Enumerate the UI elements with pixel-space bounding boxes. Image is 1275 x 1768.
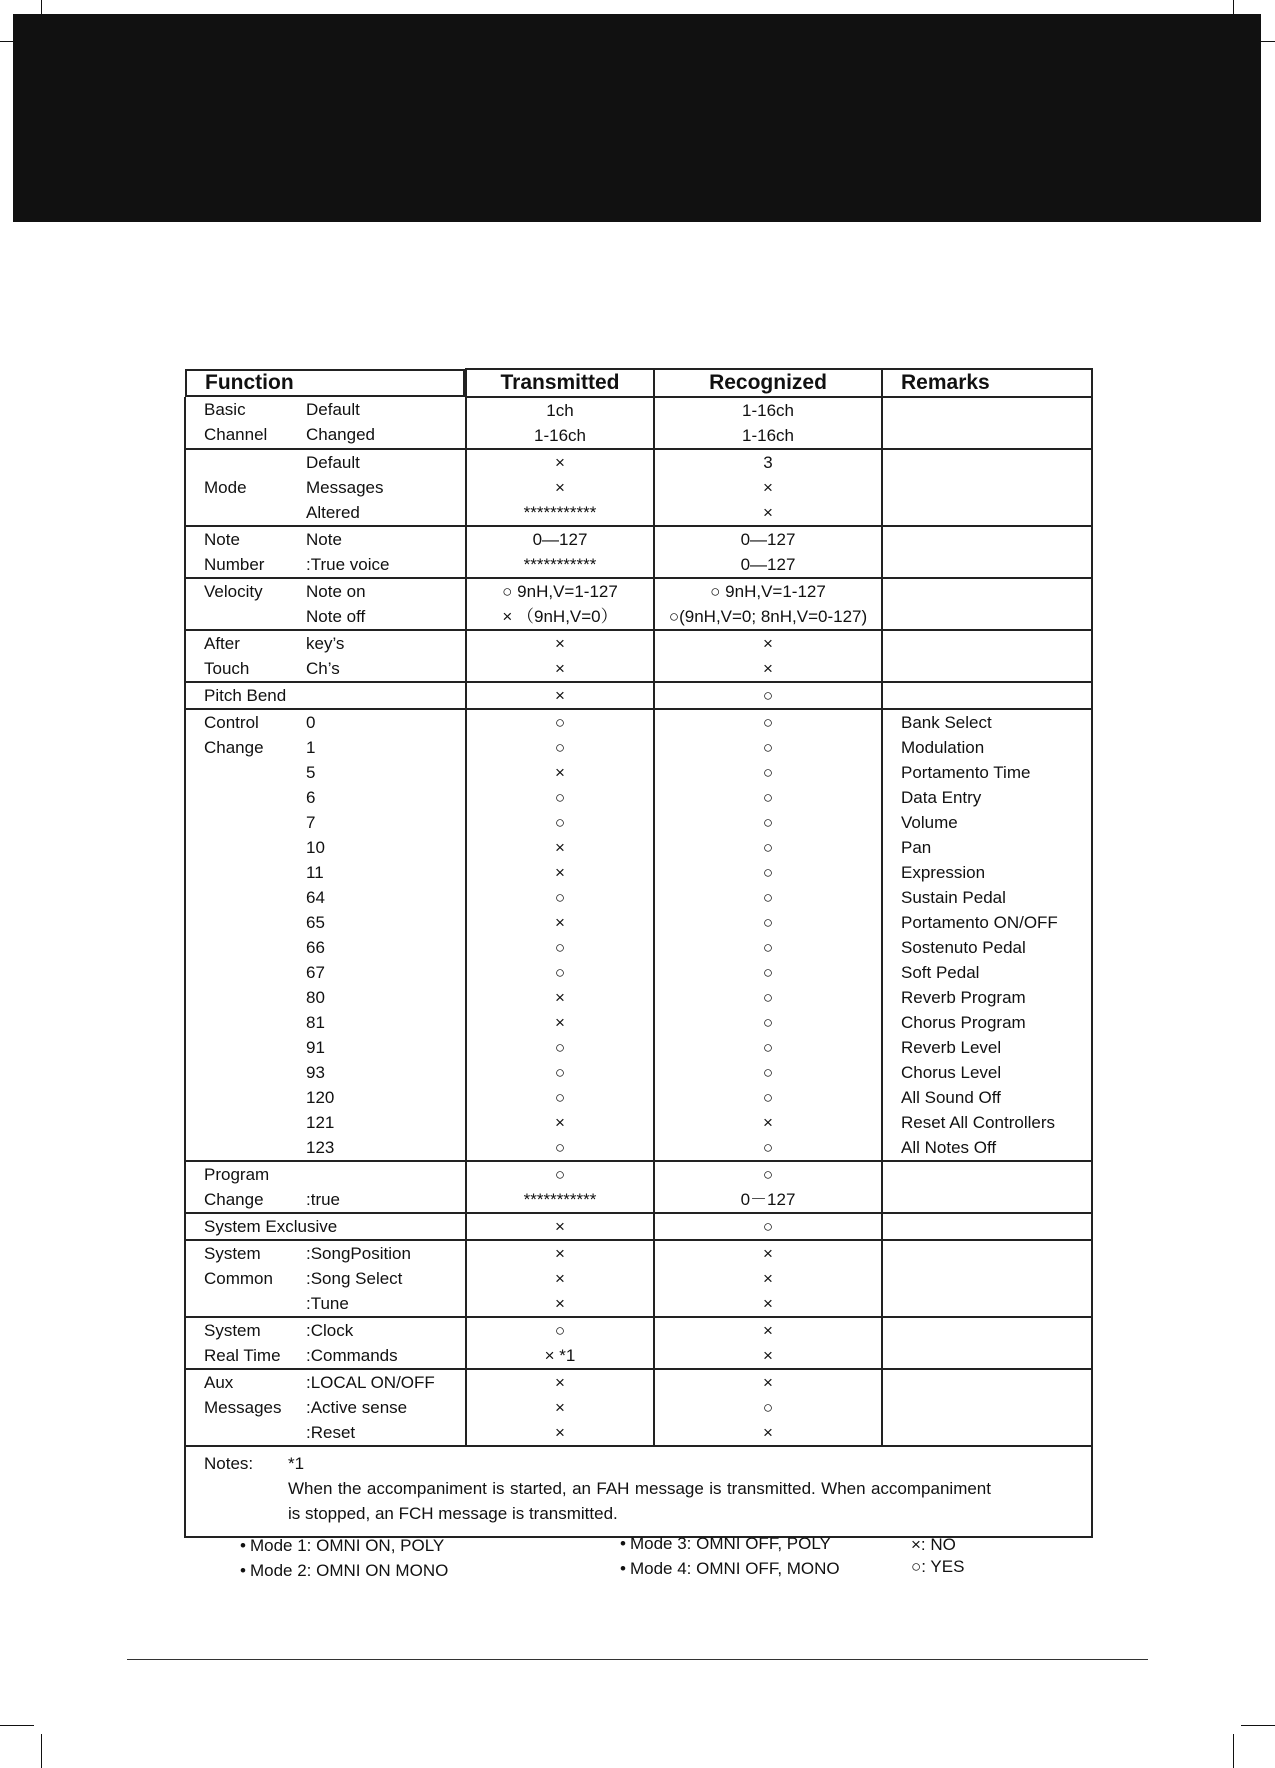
function-sub: 67 <box>306 963 325 982</box>
cell-rx <box>654 578 882 630</box>
remark-text <box>901 450 1091 475</box>
cell-rem <box>882 630 1092 682</box>
legend-mode-2: • Mode 2: OMNI ON MONO <box>240 1558 448 1583</box>
recognized-value: 1-16ch <box>742 426 794 445</box>
recognized-value: ○ <box>762 713 774 732</box>
cell-func <box>185 526 466 578</box>
recognized-value: ○ <box>762 1165 774 1184</box>
function-name <box>204 810 306 835</box>
function-name: Mode <box>204 478 247 497</box>
remark-text: Chorus Level <box>901 1063 1002 1082</box>
legend-modes-left <box>240 1533 448 1583</box>
transmitted-value: × <box>555 453 565 472</box>
transmitted-value: 0—127 <box>532 530 588 549</box>
recognized-value: ○(9nH,V=0; 8nH,V=0-127) <box>668 607 868 626</box>
transmitted-value: × <box>555 659 565 678</box>
cell-rem <box>882 397 1092 449</box>
recognized-value: 3 <box>763 453 773 472</box>
remark-text <box>901 398 1091 423</box>
cell-func <box>185 449 466 526</box>
cell-func <box>185 630 466 682</box>
header-band <box>13 14 1261 222</box>
cell-rem <box>882 578 1092 630</box>
remark-text <box>901 1291 1091 1316</box>
remark-text: Portamento ON/OFF <box>901 913 1058 932</box>
cell-rem <box>882 709 1092 1161</box>
cell-func <box>185 682 466 709</box>
recognized-value: × <box>763 1113 773 1132</box>
group-note-number <box>185 526 1092 578</box>
function-sub: :Tune <box>306 1294 349 1313</box>
function-sub: :LOCAL ON/OFF <box>306 1373 435 1392</box>
cell-rem <box>882 1161 1092 1213</box>
cell-func <box>185 1213 466 1240</box>
legend-mode-3: • Mode 3: OMNI OFF, POLY <box>620 1531 840 1556</box>
header-row <box>185 369 1092 397</box>
function-sub: :true <box>306 1190 341 1209</box>
function-sub: 5 <box>306 763 316 782</box>
recognized-value: 0－127 <box>740 1190 796 1209</box>
function-sub: 0 <box>306 713 316 732</box>
cell-rx <box>654 1240 882 1317</box>
function-sub: :Active sense <box>306 1398 408 1417</box>
transmitted-value: ○ <box>554 1321 566 1340</box>
remark-text: Chorus Program <box>901 1013 1026 1032</box>
legend-mode-4: • Mode 4: OMNI OFF, MONO <box>620 1556 840 1581</box>
remark-text <box>901 552 1091 577</box>
remark-text: Sostenuto Pedal <box>901 938 1026 957</box>
remark-text <box>901 527 1091 552</box>
function-name: After <box>204 634 240 653</box>
transmitted-value: ○ <box>554 938 566 957</box>
remark-text <box>901 1266 1091 1291</box>
cell-func <box>185 1240 466 1317</box>
cell-rx <box>654 1369 882 1446</box>
transmitted-value: × *1 <box>544 1346 576 1365</box>
remark-text <box>901 656 1091 681</box>
recognized-value: 0—127 <box>740 530 796 549</box>
cell-tx <box>466 1317 654 1369</box>
function-sub: Default <box>306 400 360 419</box>
function-name <box>204 985 306 1010</box>
cell-rx <box>654 449 882 526</box>
function-sub: 91 <box>306 1038 325 1057</box>
function-name <box>204 1035 306 1060</box>
recognized-value: × <box>763 503 773 522</box>
cell-tx <box>466 578 654 630</box>
function-sub: 10 <box>306 838 325 857</box>
cell-rem <box>882 526 1092 578</box>
recognized-value: × <box>763 634 773 653</box>
transmitted-value: ○ <box>554 1038 566 1057</box>
recognized-value: ○ <box>762 1013 774 1032</box>
remark-text <box>901 1162 1091 1187</box>
transmitted-value: ○ <box>554 1138 566 1157</box>
recognized-value: × <box>763 1321 773 1340</box>
function-name: Touch <box>204 659 250 678</box>
cell-rx <box>654 682 882 709</box>
remark-text: Reverb Program <box>901 988 1026 1007</box>
function-name: Program <box>204 1165 270 1184</box>
function-sub: :Clock <box>306 1321 354 1340</box>
function-sub: 93 <box>306 1063 325 1082</box>
function-name: Common <box>204 1269 273 1288</box>
recognized-value: × <box>763 478 773 497</box>
transmitted-value: ○ <box>554 1063 566 1082</box>
legend-symbols <box>911 1534 964 1578</box>
recognized-value: ○ <box>762 1038 774 1057</box>
group-pitch-bend <box>185 682 1092 709</box>
cell-tx <box>466 526 654 578</box>
remark-text <box>901 683 1091 708</box>
function-sub: :SongPosition <box>306 1244 411 1263</box>
recognized-value: ○ <box>762 1088 774 1107</box>
cell-func <box>185 1369 466 1446</box>
recognized-value: ○ <box>762 913 774 932</box>
function-sub: 80 <box>306 988 325 1007</box>
cell-rx <box>654 1213 882 1240</box>
cell-tx <box>466 1240 654 1317</box>
transmitted-value: × <box>555 1013 565 1032</box>
legend-modes-right <box>620 1531 840 1581</box>
function-sub: Altered <box>306 503 360 522</box>
function-name: Messages <box>204 1398 282 1417</box>
legend-yes: ○: YES <box>911 1557 965 1576</box>
recognized-value: 1-16ch <box>742 401 794 420</box>
remark-text <box>901 423 1091 448</box>
remark-text <box>901 1395 1091 1420</box>
recognized-value: ○ <box>762 763 774 782</box>
transmitted-value: × <box>555 838 565 857</box>
cell-func <box>185 397 466 449</box>
transmitted-value: ○ <box>554 1088 566 1107</box>
remark-text <box>901 1318 1091 1343</box>
transmitted-value: *********** <box>523 1190 597 1209</box>
cell-rem <box>882 1317 1092 1369</box>
function-name <box>204 1291 306 1316</box>
remark-text <box>901 1420 1091 1445</box>
cell-tx <box>466 397 654 449</box>
function-name <box>204 910 306 935</box>
transmitted-value: ○ <box>554 788 566 807</box>
header-remarks: Remarks <box>882 369 1092 397</box>
recognized-value: × <box>763 659 773 678</box>
remark-text: Modulation <box>901 738 985 757</box>
transmitted-value: 1-16ch <box>534 426 586 445</box>
transmitted-value: × （9nH,V=0） <box>502 607 618 626</box>
cell-tx <box>466 449 654 526</box>
transmitted-value: × <box>555 1423 565 1442</box>
recognized-value: ○ <box>762 1217 774 1236</box>
function-sub: key’s <box>306 634 345 653</box>
transmitted-value: × <box>555 1398 565 1417</box>
crop-mark <box>0 1725 34 1726</box>
function-name: Change <box>204 1190 264 1209</box>
transmitted-value: × <box>555 1217 565 1236</box>
notes-cell <box>185 1446 1092 1537</box>
cell-rx <box>654 1161 882 1213</box>
recognized-value: ○ <box>762 988 774 1007</box>
recognized-value: ○ <box>762 788 774 807</box>
function-sub: :Song Select <box>306 1269 403 1288</box>
cell-rx <box>654 1317 882 1369</box>
function-name <box>204 860 306 885</box>
function-name <box>204 785 306 810</box>
cell-func <box>185 578 466 630</box>
transmitted-value: ○ <box>554 888 566 907</box>
remark-text: Sustain Pedal <box>901 888 1006 907</box>
recognized-value: × <box>763 1423 773 1442</box>
cell-rem <box>882 1369 1092 1446</box>
group-system-exclusive <box>185 1213 1092 1240</box>
cell-func <box>185 709 466 1161</box>
function-name <box>204 1420 306 1445</box>
group-basic-channel <box>185 397 1092 449</box>
function-name <box>204 1135 306 1160</box>
function-name: System <box>204 1244 261 1263</box>
header-function: Function <box>185 369 465 397</box>
function-sub: :Reset <box>306 1423 356 1442</box>
group-aux-messages <box>185 1369 1092 1446</box>
transmitted-value: × <box>555 863 565 882</box>
function-sub: 66 <box>306 938 325 957</box>
transmitted-value: ○ 9nH,V=1-127 <box>502 582 618 601</box>
cell-rem <box>882 1213 1092 1240</box>
transmitted-value: ○ <box>554 713 566 732</box>
function-sub: Note off <box>306 607 366 626</box>
remark-text <box>901 1370 1091 1395</box>
recognized-value: ○ <box>762 938 774 957</box>
notes-label: Notes: <box>204 1454 254 1473</box>
function-sub: 123 <box>306 1138 335 1157</box>
function-name: Basic <box>204 400 246 419</box>
function-sub: 6 <box>306 788 316 807</box>
group-mode <box>185 449 1092 526</box>
remark-text: Expression <box>901 863 986 882</box>
function-sub: Note <box>306 530 342 549</box>
footer-rule <box>127 1659 1148 1660</box>
recognized-value: × <box>763 1269 773 1288</box>
function-name: Control <box>204 713 259 732</box>
transmitted-value: × <box>555 1294 565 1313</box>
cell-rem <box>882 1240 1092 1317</box>
legend-mode-1: • Mode 1: OMNI ON, POLY <box>240 1533 448 1558</box>
function-name <box>204 835 306 860</box>
transmitted-value: × <box>555 1244 565 1263</box>
recognized-value: ○ <box>762 963 774 982</box>
recognized-value: ○ <box>762 888 774 907</box>
midi-implementation-chart <box>184 368 1093 1538</box>
function-sub <box>337 1214 465 1239</box>
transmitted-value: *********** <box>523 503 597 522</box>
function-name <box>204 500 306 525</box>
transmitted-value: × <box>555 634 565 653</box>
recognized-value: ○ <box>762 1138 774 1157</box>
function-sub: 11 <box>306 863 324 882</box>
function-name <box>204 1060 306 1085</box>
function-sub: Changed <box>306 425 376 444</box>
remark-text <box>901 500 1091 525</box>
cell-func <box>185 1317 466 1369</box>
remark-text: Bank Select <box>901 713 992 732</box>
cell-rem <box>882 682 1092 709</box>
function-name: System Exclusive <box>204 1217 338 1236</box>
recognized-value: ○ <box>762 1398 774 1417</box>
remark-text: Reset All Controllers <box>901 1113 1056 1132</box>
transmitted-value: 1ch <box>546 401 574 420</box>
notes-ref: *1 <box>288 1454 305 1473</box>
transmitted-value: ○ <box>554 1165 566 1184</box>
group-control-change <box>185 709 1092 1161</box>
function-name: System <box>204 1321 261 1340</box>
transmitted-value: ○ <box>554 963 566 982</box>
crop-mark <box>1233 1734 1234 1768</box>
function-sub: Ch’s <box>306 659 340 678</box>
function-name: Velocity <box>204 582 263 601</box>
recognized-value: ○ <box>762 838 774 857</box>
remark-text <box>901 475 1091 500</box>
cell-rx <box>654 709 882 1161</box>
cell-tx <box>466 682 654 709</box>
notes-row <box>185 1446 1092 1537</box>
transmitted-value: × <box>555 686 565 705</box>
cell-rx <box>654 630 882 682</box>
function-name: Note <box>204 530 240 549</box>
function-name: Pitch Bend <box>204 686 287 705</box>
function-name <box>204 450 306 475</box>
function-name <box>204 960 306 985</box>
function-sub: 1 <box>306 738 316 757</box>
transmitted-value: × <box>555 1113 565 1132</box>
transmitted-value: × <box>555 763 565 782</box>
remark-text <box>901 579 1091 604</box>
group-system-common <box>185 1240 1092 1317</box>
transmitted-value: ○ <box>554 738 566 757</box>
cell-rx <box>654 526 882 578</box>
remark-text: Reverb Level <box>901 1038 1002 1057</box>
recognized-value: ○ <box>762 686 774 705</box>
function-name <box>204 760 306 785</box>
function-name <box>204 885 306 910</box>
remark-text: Volume <box>901 813 958 832</box>
remark-text <box>901 1187 1091 1212</box>
cell-tx <box>466 1161 654 1213</box>
function-sub: Default <box>306 453 360 472</box>
cell-tx <box>466 630 654 682</box>
function-name <box>204 604 306 629</box>
group-after-touch <box>185 630 1092 682</box>
function-sub: :Commands <box>306 1346 398 1365</box>
remark-text <box>901 1343 1091 1368</box>
remark-text <box>901 1241 1091 1266</box>
remark-text: All Sound Off <box>901 1088 1001 1107</box>
recognized-value: ○ <box>762 863 774 882</box>
group-system-real-time <box>185 1317 1092 1369</box>
recognized-value: × <box>763 1373 773 1392</box>
recognized-value: ○ <box>762 738 774 757</box>
recognized-value: ○ <box>762 813 774 832</box>
header-transmitted: Transmitted <box>466 369 654 397</box>
function-sub <box>306 1162 465 1187</box>
group-program-change <box>185 1161 1092 1213</box>
remark-text: Data Entry <box>901 788 982 807</box>
transmitted-value: × <box>555 478 565 497</box>
header-recognized: Recognized <box>654 369 882 397</box>
transmitted-value: × <box>555 1269 565 1288</box>
remark-text: Portamento Time <box>901 763 1031 782</box>
cell-func <box>185 1161 466 1213</box>
function-name <box>204 935 306 960</box>
transmitted-value: × <box>555 1373 565 1392</box>
remark-text <box>901 604 1091 629</box>
function-name: Channel <box>204 425 268 444</box>
function-name <box>204 1110 306 1135</box>
cell-tx <box>466 1369 654 1446</box>
remark-text: Pan <box>901 838 932 857</box>
transmitted-value: × <box>555 988 565 1007</box>
function-name <box>204 1010 306 1035</box>
function-sub: 64 <box>306 888 325 907</box>
recognized-value: × <box>763 1346 773 1365</box>
cell-tx <box>466 1213 654 1240</box>
function-sub: :True voice <box>306 555 390 574</box>
function-sub: Note on <box>306 582 366 601</box>
recognized-value: 0—127 <box>740 555 796 574</box>
recognized-value: ○ 9nH,V=1-127 <box>710 582 826 601</box>
cell-tx <box>466 709 654 1161</box>
group-velocity <box>185 578 1092 630</box>
remark-text: All Notes Off <box>901 1138 997 1157</box>
legend-no: ×: NO <box>911 1535 956 1554</box>
function-name: Change <box>204 738 264 757</box>
recognized-value: × <box>763 1294 773 1313</box>
transmitted-value: *********** <box>523 555 597 574</box>
function-name <box>204 1085 306 1110</box>
function-sub: Messages <box>306 478 384 497</box>
crop-mark <box>1241 1725 1275 1726</box>
function-sub: 65 <box>306 913 325 932</box>
crop-mark <box>41 1734 42 1768</box>
function-name: Aux <box>204 1373 234 1392</box>
transmitted-value: × <box>555 913 565 932</box>
recognized-value: × <box>763 1244 773 1263</box>
function-sub <box>306 683 465 708</box>
notes-text: When the accompaniment is started, an FAH message is transmitted. When accompaniment is stopped, an FCH message is transmitted. <box>288 1479 991 1523</box>
function-name: Number <box>204 555 265 574</box>
function-sub: 7 <box>306 813 316 832</box>
recognized-value: ○ <box>762 1063 774 1082</box>
function-name: Real Time <box>204 1346 281 1365</box>
cell-rem <box>882 449 1092 526</box>
function-sub: 81 <box>306 1013 325 1032</box>
remark-text: Soft Pedal <box>901 963 980 982</box>
transmitted-value: ○ <box>554 813 566 832</box>
cell-rx <box>654 397 882 449</box>
remark-text <box>901 631 1091 656</box>
function-sub: 120 <box>306 1088 335 1107</box>
remark-text <box>901 1214 1091 1239</box>
function-sub: 121 <box>306 1113 335 1132</box>
